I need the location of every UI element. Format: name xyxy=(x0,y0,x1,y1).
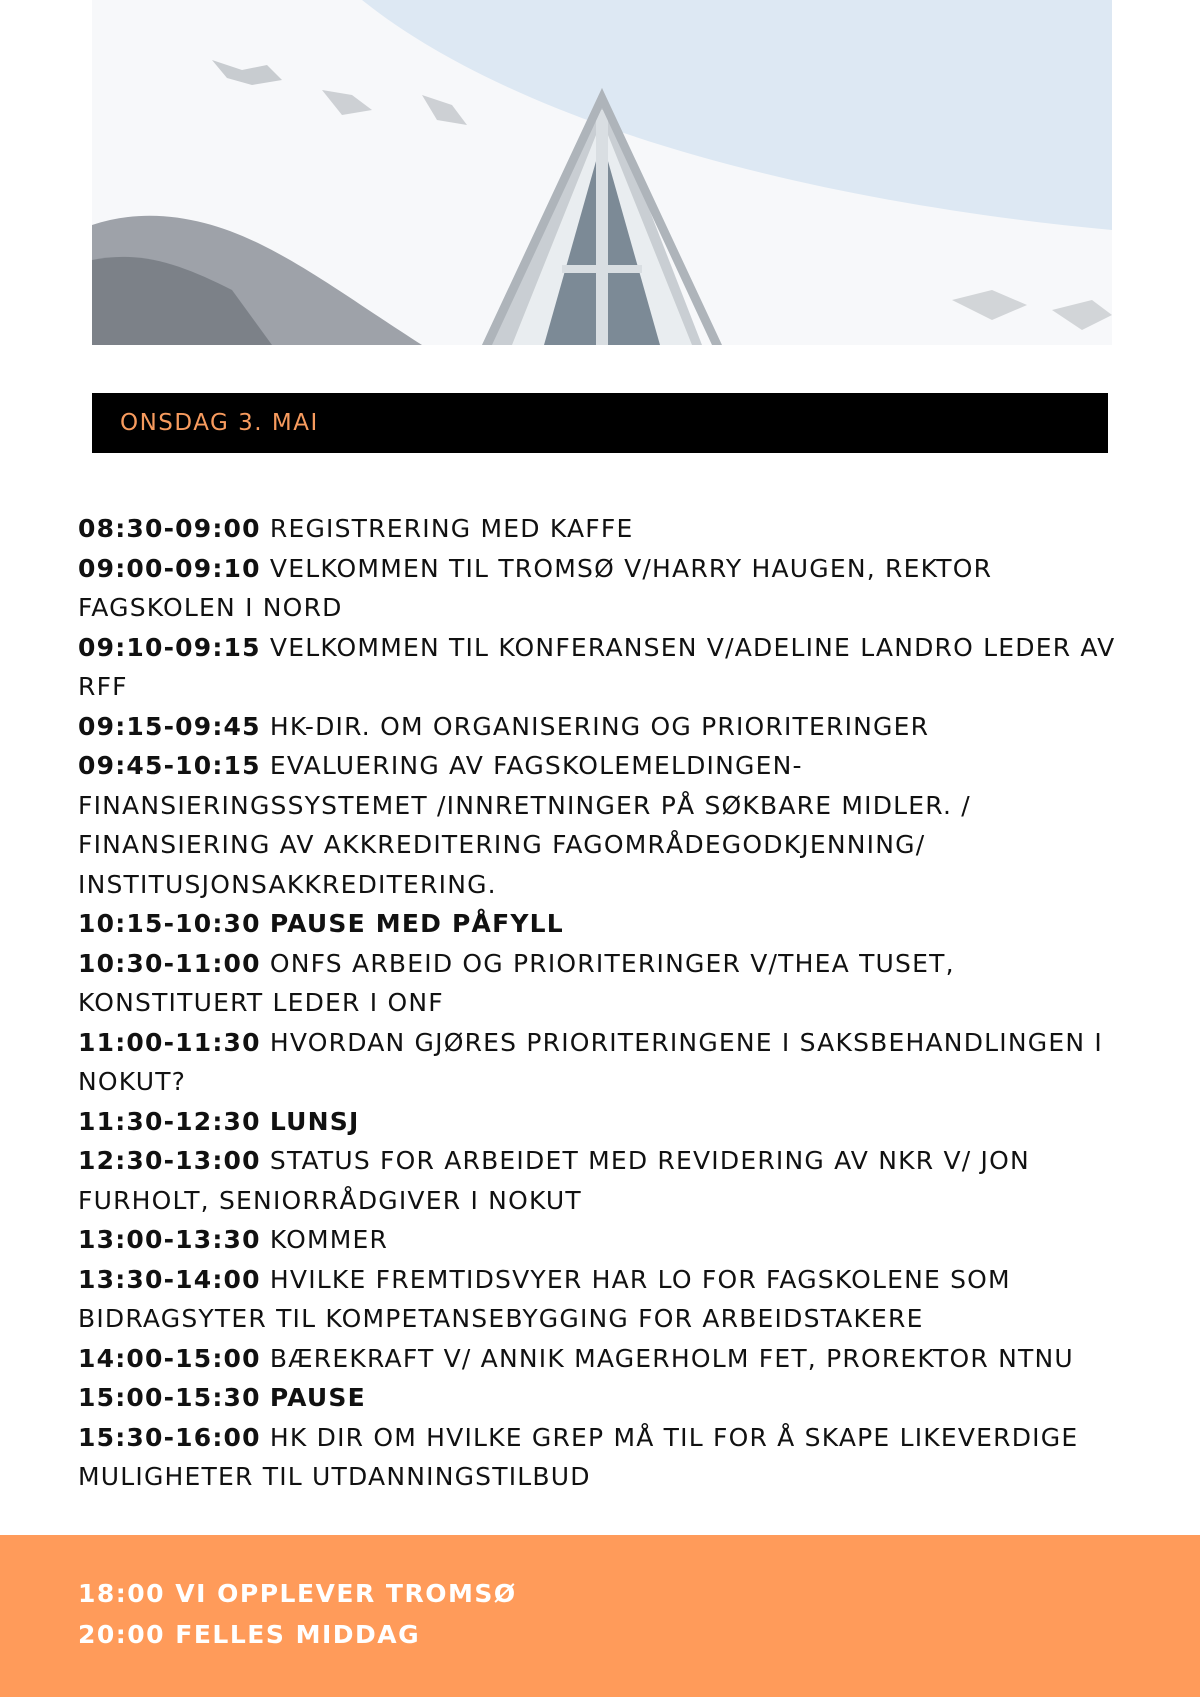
schedule-item xyxy=(78,944,1118,1023)
day-title: ONSDAG 3. MAI xyxy=(120,410,319,436)
schedule-text: VELKOMMEN TIL KONFERANSEN V/ADELINE LANDRO LEDER AV RFF xyxy=(78,632,1116,701)
schedule-item xyxy=(78,707,1118,747)
schedule-item xyxy=(78,746,1118,904)
schedule-text: KOMMER xyxy=(269,1225,389,1254)
schedule-text: STATUS FOR ARBEIDET MED REVIDERING AV NKR V/ JON FURHOLT, SENIORRÅDGIVER I NOKUT xyxy=(78,1146,1030,1215)
schedule-time: 11:30-12:30 xyxy=(78,1106,261,1136)
mountain-church-illustration xyxy=(92,0,1112,345)
schedule-item xyxy=(78,1260,1118,1339)
schedule-time: 09:00-09:10 xyxy=(78,553,261,583)
schedule-list xyxy=(78,509,1118,1497)
schedule-text: REGISTRERING MED KAFFE xyxy=(269,514,634,543)
schedule-text: EVALUERING AV FAGSKOLEMELDINGEN-FINANSIERINGSSYSTEMET /INNRETNINGER PÅ SØKBARE MIDLER. / FINANSIERING AV AKKREDITERING FAGOMRÅDEGODKJENNING/ INSTITUSJONSAKKREDITERING. xyxy=(78,751,971,899)
hero-image xyxy=(92,0,1112,345)
schedule-item xyxy=(78,1141,1118,1220)
schedule-item xyxy=(78,1220,1118,1260)
schedule-item xyxy=(78,1102,1118,1142)
schedule-time: 08:30-09:00 xyxy=(78,514,261,543)
schedule-item xyxy=(78,549,1118,628)
schedule-text: HK-DIR. OM ORGANISERING OG PRIORITERINGER xyxy=(269,711,930,741)
schedule-time: 15:30-16:00 xyxy=(78,1422,261,1452)
schedule-time: 13:30-14:00 xyxy=(78,1264,261,1294)
schedule-time: 10:30-11:00 xyxy=(78,948,261,978)
schedule-text: HK DIR OM HVILKE GREP MÅ TIL FOR Å SKAPE LIKEVERDIGE MULIGHETER TIL UTDANNINGSTILBUD xyxy=(78,1422,1079,1491)
schedule-time: 09:10-09:15 xyxy=(78,632,261,662)
evening-footer xyxy=(0,1535,1200,1697)
schedule-time: 15:00-15:30 xyxy=(78,1383,261,1412)
evening-line-1: 18:00 VI OPPLEVER TROMSØ xyxy=(78,1579,517,1608)
schedule-text: BÆREKRAFT V/ ANNIK MAGERHOLM FET, PROREKTOR NTNU xyxy=(269,1343,1074,1373)
schedule-text: LUNSJ xyxy=(269,1106,360,1136)
schedule-text: HVILKE FREMTIDSVYER HAR LO FOR FAGSKOLENE SOM BIDRAGSYTER TIL KOMPETANSEBYGGING FOR ARBEIDSTAKERE xyxy=(78,1264,1011,1333)
schedule-item xyxy=(78,1378,1118,1418)
schedule-text: PAUSE MED PÅFYLL xyxy=(269,909,564,938)
schedule-time: 12:30-13:00 xyxy=(78,1146,261,1175)
schedule-time: 11:00-11:30 xyxy=(78,1027,261,1057)
schedule-text: VELKOMMEN TIL TROMSØ V/HARRY HAUGEN, REKTOR FAGSKOLEN I NORD xyxy=(78,553,993,622)
schedule-time: 13:00-13:30 xyxy=(78,1225,261,1254)
schedule-item xyxy=(78,1023,1118,1102)
schedule-item xyxy=(78,628,1118,707)
day-header-bar xyxy=(92,393,1108,453)
evening-line-2: 20:00 FELLES MIDDAG xyxy=(78,1620,421,1649)
schedule-time: 09:15-09:45 xyxy=(78,711,261,741)
schedule-item xyxy=(78,509,1118,549)
schedule-text: PAUSE xyxy=(269,1383,366,1412)
schedule-item xyxy=(78,1418,1118,1497)
schedule-time: 09:45-10:15 xyxy=(78,751,261,780)
schedule-time: 10:15-10:30 xyxy=(78,909,261,938)
schedule-time: 14:00-15:00 xyxy=(78,1343,261,1373)
schedule-item xyxy=(78,1339,1118,1379)
schedule-item xyxy=(78,904,1118,944)
schedule-text: ONFS ARBEID OG PRIORITERINGER V/THEA TUSET, KONSTITUERT LEDER I ONF xyxy=(78,948,955,1017)
schedule-text: HVORDAN GJØRES PRIORITERINGENE I SAKSBEHANDLINGEN I NOKUT? xyxy=(78,1027,1103,1096)
